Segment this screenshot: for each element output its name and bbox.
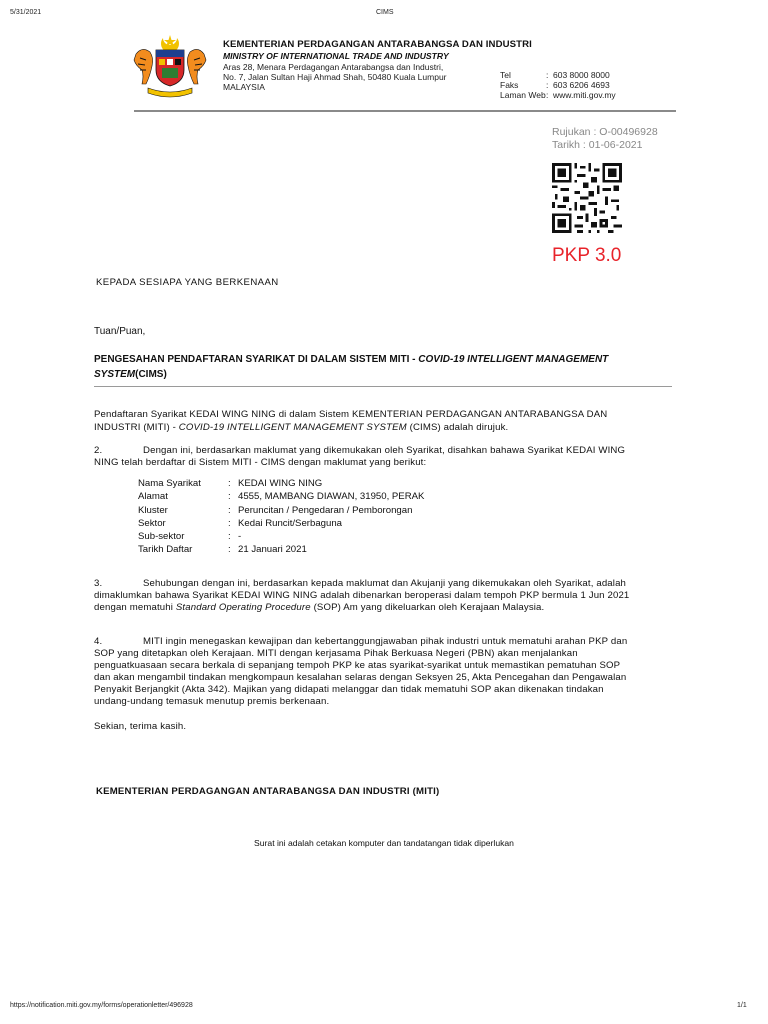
- p3-number: 3.: [94, 578, 103, 589]
- detail-label: Tarikh Daftar: [138, 544, 193, 555]
- reference-number: Rujukan : O-00496928: [552, 126, 658, 138]
- address-line-3: MALAYSIA: [223, 82, 265, 92]
- p2-line-1: Dengan ini, berdasarkan maklumat yang dikemukakan oleh Syarikat, disahkan bahawa Syarikat KEDAI WING: [143, 445, 626, 456]
- subject-divider: [94, 386, 672, 387]
- coat-of-arms-emblem: [126, 32, 214, 100]
- subject-system-word: SYSTEM: [94, 369, 136, 380]
- ministry-name-malay: KEMENTERIAN PERDAGANGAN ANTARABANGSA DAN INDUSTRI: [223, 39, 532, 50]
- detail-label: Alamat: [138, 491, 168, 502]
- detail-label: Sub-sektor: [138, 531, 185, 542]
- fax-value: 603 6206 4693: [553, 80, 610, 90]
- detail-value: -: [238, 531, 242, 542]
- detail-label: Sektor: [138, 518, 166, 529]
- p3-line-3b: (SOP) Am yang dikeluarkan oleh Kerajaan Malaysia.: [310, 602, 545, 613]
- tel-label: Tel: [500, 70, 511, 80]
- address-line-2: No. 7, Jalan Sultan Haji Ahmad Shah, 50480 Kuala Lumpur: [223, 72, 447, 82]
- qr-code: [552, 163, 622, 233]
- print-url: https://notification.miti.gov.my/forms/operationletter/496928: [10, 1002, 193, 1009]
- print-page-number: 1/1: [737, 1002, 747, 1009]
- p1-line-2b: (CIMS) adalah dirujuk.: [406, 421, 509, 433]
- ministry-name-english: MINISTRY OF INTERNATIONAL TRADE AND INDUSTRY: [223, 51, 449, 61]
- subject-acronym: (CIMS): [135, 369, 167, 380]
- tel-sep: :: [546, 70, 549, 80]
- address-line-1: Aras 28, Menara Perdagangan Antarabangsa dan Industri,: [223, 62, 444, 72]
- reference-date: Tarikh : 01-06-2021: [552, 139, 643, 151]
- detail-value: Kedai Runcit/Serbaguna: [238, 518, 343, 529]
- salutation: Tuan/Puan,: [94, 326, 146, 337]
- p4-line-5: Penyakit Berjangkit (Akta 342). Majikan yang didapati melanggar dan tidak mematuhi SOP akan dikenakan tindakan: [94, 684, 604, 695]
- tel-value: 603 8000 8000: [553, 70, 610, 80]
- web-sep: :: [546, 90, 549, 100]
- p3-line-3a: dengan mematuhi: [94, 602, 176, 613]
- p3-line-3: [94, 602, 672, 615]
- detail-value: 21 Januari 2021: [238, 544, 307, 555]
- p3-line-1: Sehubungan dengan ini, berdasarkan kepada maklumat dan Akujanji yang dikemukakan oleh Syarikat, adalah: [143, 578, 627, 589]
- detail-label: Kluster: [138, 505, 168, 516]
- p4-line-3: penguatkuasaan secara berkala di sepanjang tempoh PKP ke atas syarikat-syarikat untuk memastikan pematuhan SOP: [94, 660, 621, 671]
- pkp-label: PKP 3.0: [552, 245, 622, 266]
- print-date: 5/31/2021: [10, 9, 42, 16]
- web-label: Laman Web: [500, 90, 546, 100]
- p4-number: 4.: [94, 636, 103, 647]
- detail-value: Peruncitan / Pengedaran / Pemborongan: [238, 505, 413, 516]
- p2-line-2: NING telah berdaftar di Sistem MITI - CIMS dengan maklumat yang berikut:: [94, 457, 427, 468]
- p4-line-6: undang-undang temasuk menutup premis berkenaan.: [94, 696, 330, 707]
- detail-sep: :: [228, 518, 231, 529]
- letter-subject: [94, 352, 674, 382]
- letterhead-divider: [134, 110, 676, 112]
- paragraph-1: [94, 409, 672, 434]
- p3-line-2: dimaklumkan bahawa Syarikat KEDAI WING NING adalah dibenarkan beroperasi dalam tempoh PKP bermula 1 Jun 2021: [94, 590, 630, 601]
- p1-line-1: Pendaftaran Syarikat KEDAI WING NING di dalam Sistem KEMENTERIAN PERDAGANGAN ANTARABANGSA DAN: [94, 409, 608, 420]
- addressee: KEPADA SESIAPA YANG BERKENAAN: [96, 277, 279, 288]
- computer-generated-note: Surat ini adalah cetakan komputer dan tandatangan tidak diperlukan: [254, 838, 514, 848]
- detail-sep: :: [228, 544, 231, 555]
- p4-line-1: MITI ingin menegaskan kewajipan dan kebertanggungjawaban pihak industri untuk mematuhi arahan PKP dan: [143, 636, 628, 647]
- subject-system-name: COVID-19 INTELLIGENT MANAGEMENT: [418, 354, 609, 365]
- detail-value: KEDAI WING NING: [238, 478, 323, 489]
- print-title: CIMS: [376, 9, 394, 16]
- subject-text: PENGESAHAN PENDAFTARAN SYARIKAT DI DALAM SISTEM MITI -: [94, 354, 419, 365]
- p1-system-name: COVID-19 INTELLIGENT MANAGEMENT SYSTEM: [178, 421, 407, 433]
- p4-line-2: SOP yang ditetapkan oleh Kerajaan. MITI dengan kerjasama Pihak Berkuasa Negeri (PBN) akan menjalankan: [94, 648, 578, 659]
- detail-value: 4555, MAMBANG DIAWAN, 31950, PERAK: [238, 491, 425, 502]
- detail-sep: :: [228, 505, 231, 516]
- detail-sep: :: [228, 478, 231, 489]
- detail-label: Nama Syarikat: [138, 478, 201, 489]
- fax-sep: :: [546, 80, 549, 90]
- p3-sop-term: Standard Operating Procedure: [175, 602, 311, 613]
- p1-line-2: [94, 422, 672, 435]
- web-value: www.miti.gov.my: [553, 90, 616, 100]
- p1-line-2a: INDUSTRI (MITI) -: [94, 421, 179, 433]
- fax-label: Faks: [500, 80, 519, 90]
- signature-organization: KEMENTERIAN PERDAGANGAN ANTARABANGSA DAN INDUSTRI (MITI): [96, 786, 440, 797]
- p2-number: 2.: [94, 445, 103, 456]
- detail-sep: :: [228, 531, 231, 542]
- detail-sep: :: [228, 491, 231, 502]
- p4-line-4: dan akan mengambil tindakan mengkompaun kesalahan selaras dengan Seksyen 25, Akta Pencegahan dan Pengawalan: [94, 672, 627, 683]
- closing: Sekian, terima kasih.: [94, 721, 187, 732]
